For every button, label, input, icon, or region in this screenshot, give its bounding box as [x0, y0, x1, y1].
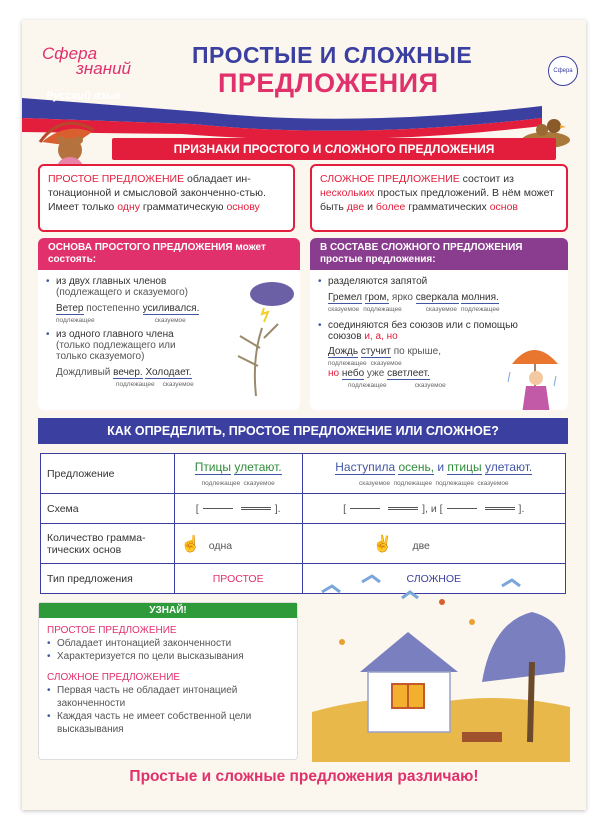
- know-complex-item: • Каждая часть не имеет собственной цели высказывания: [47, 710, 289, 736]
- grammar-label: подлежащее: [348, 382, 387, 389]
- girl-umbrella-illustration: [506, 342, 562, 410]
- example-word: по: [393, 346, 405, 357]
- row-label-count: Количество грамма-тических основ: [41, 524, 175, 564]
- one-finger-icon: ☝: [180, 535, 201, 553]
- simple-def-text-2: грамматическую: [140, 201, 227, 213]
- simple-item-two-members: • из двух главных членов: [46, 276, 292, 287]
- complex-definition-box: [310, 164, 568, 232]
- row-label-type: Тип предложения: [41, 564, 175, 594]
- complex-def-two: две: [346, 201, 365, 213]
- complex-composition-panel: [310, 238, 568, 410]
- grammar-label: сказуемое: [328, 306, 360, 313]
- complex-def-text-1: состоит из: [459, 173, 514, 185]
- example-word: небо: [341, 368, 365, 379]
- simple-basis-panel: [38, 238, 300, 410]
- simple-term: ПРОСТОЕ ПРЕДЛОЖЕНИЕ: [48, 173, 185, 185]
- grammar-label: сказуемое: [414, 382, 446, 389]
- publisher-seal: Сфера: [548, 56, 578, 86]
- signs-banner: ПРИЗНАКИ ПРОСТОГО И СЛОЖНОГО ПРЕДЛОЖЕНИЯ: [112, 138, 556, 160]
- table-row: [41, 454, 566, 494]
- count-complex: две: [412, 539, 430, 552]
- example-word: постепенно: [86, 303, 140, 314]
- grammar-label: сказуемое: [477, 479, 509, 487]
- example-word: птицы: [447, 459, 482, 474]
- grammar-label: подлежащее: [201, 479, 241, 487]
- complex-term: СЛОЖНОЕ ПРЕДЛОЖЕНИЕ: [320, 173, 460, 185]
- complex-item-comma: • разделяются запятой: [318, 276, 560, 287]
- example-word: вечер.: [113, 367, 143, 378]
- grammar-label: сказуемое: [162, 381, 194, 388]
- simple-item-one-member-note: (только подлежащего или только сказуемого): [56, 340, 176, 362]
- grammar-label: сказуемое: [358, 479, 391, 487]
- count-simple: одна: [208, 539, 233, 552]
- know-complex-title: СЛОЖНОЕ ПРЕДЛОЖЕНИЕ: [47, 672, 181, 683]
- example-word: улетают.: [234, 459, 282, 474]
- know-simple-title: ПРОСТОЕ ПРЕДЛОЖЕНИЕ: [47, 625, 177, 636]
- grammar-label: сказуемое: [243, 479, 275, 487]
- complex-def-text-4: грамматических: [405, 201, 490, 213]
- windy-tree-illustration: [234, 278, 296, 398]
- table-row: [41, 524, 566, 564]
- complex-def-text-3: и: [364, 201, 376, 213]
- scheme-separator: ], и [: [422, 502, 443, 515]
- complex-def-several: нескольких: [320, 187, 375, 199]
- how-to-banner: КАК ОПРЕДЕЛИТЬ, ПРОСТОЕ ПРЕДЛОЖЕНИЕ ИЛИ СЛОЖНОЕ?: [38, 418, 568, 444]
- example-word: крыше,: [407, 346, 441, 357]
- grammar-label: подлежащее: [116, 381, 155, 388]
- two-fingers-icon: ✌: [372, 535, 393, 553]
- grammar-label: подлежащее: [460, 306, 500, 313]
- complex-type-cell: СЛОЖНОЕ: [302, 564, 565, 594]
- grammar-label: подлежащее: [328, 360, 367, 367]
- simple-item-one-member: • из одного главного члена: [46, 329, 292, 340]
- example-word: Холодает.: [145, 367, 192, 378]
- page-title-line1: ПРОСТЫЕ И СЛОЖНЫЕ: [192, 42, 473, 68]
- complex-panel-heading: В СОСТАВЕ СЛОЖНОГО ПРЕДЛОЖЕНИЯ простые предложения:: [310, 238, 568, 270]
- complex-item-unions: [318, 320, 518, 342]
- example-word: усиливался.: [142, 303, 200, 314]
- example-word: осень,: [398, 459, 435, 474]
- simple-def-basis: основу: [226, 201, 260, 213]
- grammar-label: сказуемое: [154, 317, 186, 324]
- subject-label: Русский язык: [46, 90, 121, 102]
- example-word: светлеет.: [387, 368, 430, 379]
- complex-sentence-cell: [302, 454, 565, 494]
- complex-item-unions-text: соединяются без союзов или с помощью союзов: [328, 320, 518, 342]
- complex-unions: и, а, но: [364, 331, 398, 342]
- example-word: молния.: [461, 292, 499, 303]
- know-box: [38, 602, 298, 760]
- complex-count-cell: [302, 524, 565, 564]
- example-word: и: [437, 459, 445, 474]
- complex-scheme-cell: [ ], и [ ].: [302, 494, 565, 524]
- example-word: гром,: [364, 292, 390, 303]
- example-word: Птицы: [194, 459, 232, 474]
- example-word: Дождь: [328, 346, 359, 357]
- autumn-house-illustration: [302, 572, 572, 762]
- example-word: Наступила: [335, 459, 396, 474]
- publisher-logo: Сфера знаний: [42, 44, 131, 78]
- simple-sentence-cell: [174, 454, 302, 494]
- grammar-label: подлежащее: [56, 317, 95, 324]
- know-complex-item: • Первая часть не обладает интонацией законченности: [47, 684, 289, 710]
- grammar-label: сказуемое: [425, 306, 457, 313]
- example-word: Гремел: [328, 292, 362, 303]
- simple-scheme-cell: [ ].: [174, 494, 302, 524]
- row-label-sentence: Предложение: [41, 454, 175, 494]
- footer-slogan: Простые и сложные предложения различаю!: [129, 768, 479, 785]
- example-word: но: [328, 368, 340, 379]
- example-word: Дождливый: [56, 367, 111, 378]
- example-word: ярко: [391, 292, 413, 303]
- example-word: Ветер: [56, 303, 84, 314]
- complex-def-text-2: простых предложений. В нём может быть: [320, 187, 554, 213]
- page-title-line2: ПРЕДЛОЖЕНИЯ: [218, 68, 439, 98]
- grammar-label: подлежащее: [435, 479, 475, 487]
- example-word: стучит: [360, 346, 391, 357]
- simple-definition-box: [38, 164, 295, 232]
- know-heading: УЗНАЙ!: [39, 603, 297, 618]
- table-row: [41, 494, 566, 524]
- know-simple-item: • Обладает интонацией законченности: [47, 637, 289, 650]
- example-word: сверкала: [415, 292, 459, 303]
- simple-def-text-1: обладает ин-тонационной и смысловой законченно-стью. Имеет только: [48, 173, 266, 213]
- simple-count-cell: [174, 524, 302, 564]
- poster: [22, 20, 586, 810]
- simple-panel-heading: ОСНОВА ПРОСТОГО ПРЕДЛОЖЕНИЯ может состоять:: [38, 238, 300, 270]
- grammar-label: подлежащее: [393, 479, 433, 487]
- simple-item-two-members-note: (подлежащего и сказуемого): [56, 287, 188, 298]
- simple-def-one: одну: [117, 201, 140, 213]
- complex-def-more: более: [375, 201, 406, 213]
- example-word: уже: [366, 368, 385, 379]
- example-word: улетают.: [484, 459, 533, 474]
- row-label-scheme: Схема: [41, 494, 175, 524]
- grammar-label: сказуемое: [370, 360, 402, 367]
- know-simple-item: • Характеризуется по цели высказывания: [47, 650, 289, 663]
- complex-example-1: [318, 292, 560, 303]
- grammar-label: подлежащее: [363, 306, 402, 313]
- simple-type-cell: ПРОСТОЕ: [174, 564, 302, 594]
- complex-def-bases: основ: [489, 201, 518, 213]
